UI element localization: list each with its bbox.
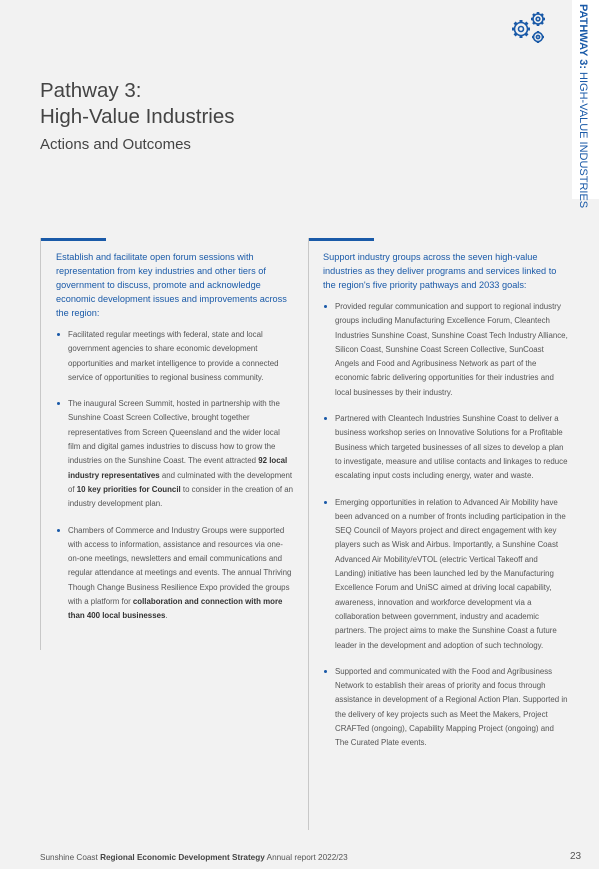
list-item: Facilitated regular meetings with federal, state and local government agencies to share economic development opportunities and market intelligence to provide a connected service of opportunities to regional business community. (56, 328, 294, 385)
right-lead: Support industry groups across the seven high-value industries as they deliver programs and services linked to the region's five priority pathways and 2033 goals: (323, 252, 557, 290)
right-column (323, 238, 569, 763)
footer-text: Sunshine Coast Regional Economic Development Strategy Annual report 2022/23 (40, 853, 348, 862)
list-item: Chambers of Commerce and Industry Groups were supported with access to information, assistance and resources via one-on-one meetings, newsletters and email communications and regular attendance at meetings and events. The annual Thriving Though Change Business Resilience Expo provided the groups with a platform for collaboration and connection with more than 400 local businesses. (56, 524, 294, 624)
title-line-2: High-Value Industries (40, 105, 235, 128)
list-item: The inaugural Screen Summit, hosted in partnership with the Sunshine Coast Screen Collective, brought together representatives from Screen Queensland and the wider local film and digital games industries to discuss how to grow the industries on the Sunshine Coast. The event attracted 92 local industry representatives and culminated with the development of 10 key priorities for Council to consider in the creation of an industry development plan. (56, 397, 294, 511)
right-column-rule (308, 238, 309, 830)
left-column (56, 238, 294, 636)
list-item: Emerging opportunities in relation to Advanced Air Mobility have been advanced on a number of fronts including participation in the SEQ Council of Mayors project and direct engagement with key players such as Wisk and Airbus. Importantly, a Sunshine Coast Advanced Air Mobility/eVTOL (electric Vertical Takeoff and Landing) initiative has been launched led by the Manufacturing Excellence Forum and UniSC aimed at driving local capability, awareness, innovation and workforce development via a collaboration between government, industry and academic partners. The project aims to make the Sunshine Coast a future leader in the development and adoption of such technology. (323, 496, 569, 653)
page-subtitle: Actions and Outcomes (40, 136, 191, 153)
list-item: Provided regular communication and support to regional industry groups including Manufacturing Excellence Forum, Cleantech Industries Sunshine Coast, Sunshine Coast Tech Industry Alliance, Silicon Coast, Sunshine Coast Screen Collective, SunCoast Angels and Food and Agribusiness Network as part of the economic fabric delivering opportunities for their industries and local businesses by their industry. (323, 300, 569, 400)
page-title (40, 78, 234, 130)
title-line-1: Pathway 3: (40, 79, 142, 102)
list-item: Supported and communicated with the Food and Agribusiness Network to establish their areas of priority and focus through assistance in development of a Regional Action Plan. Supported in the delivery of key projects such as Meet the Makers, Project CRAFTed (ongoing), Capability Mapping Project (ongoing) and The Curated Plate events. (323, 665, 569, 751)
right-bullet-list (323, 300, 569, 751)
list-item: Partnered with Cleantech Industries Sunshine Coast to deliver a business workshop series on Innovative Solutions for a Profitable Business which targeted businesses of all sizes to develop a plan to investigate, measure and utilise contacts and linkages to reduce escalating input costs including energy, water and waste. (323, 412, 569, 483)
gears-icon (507, 9, 551, 47)
left-lead: Establish and facilitate open forum sessions with representation from key industries and other tiers of government to discuss, promote and acknowledge economic development issues and improvements across the region: (56, 252, 287, 318)
left-column-rule (40, 238, 41, 650)
side-tab-label: PATHWAY 3: HIGH-VALUE INDUSTRIES (577, 4, 589, 209)
left-bullet-list (56, 328, 294, 624)
page-number: 23 (570, 851, 582, 862)
